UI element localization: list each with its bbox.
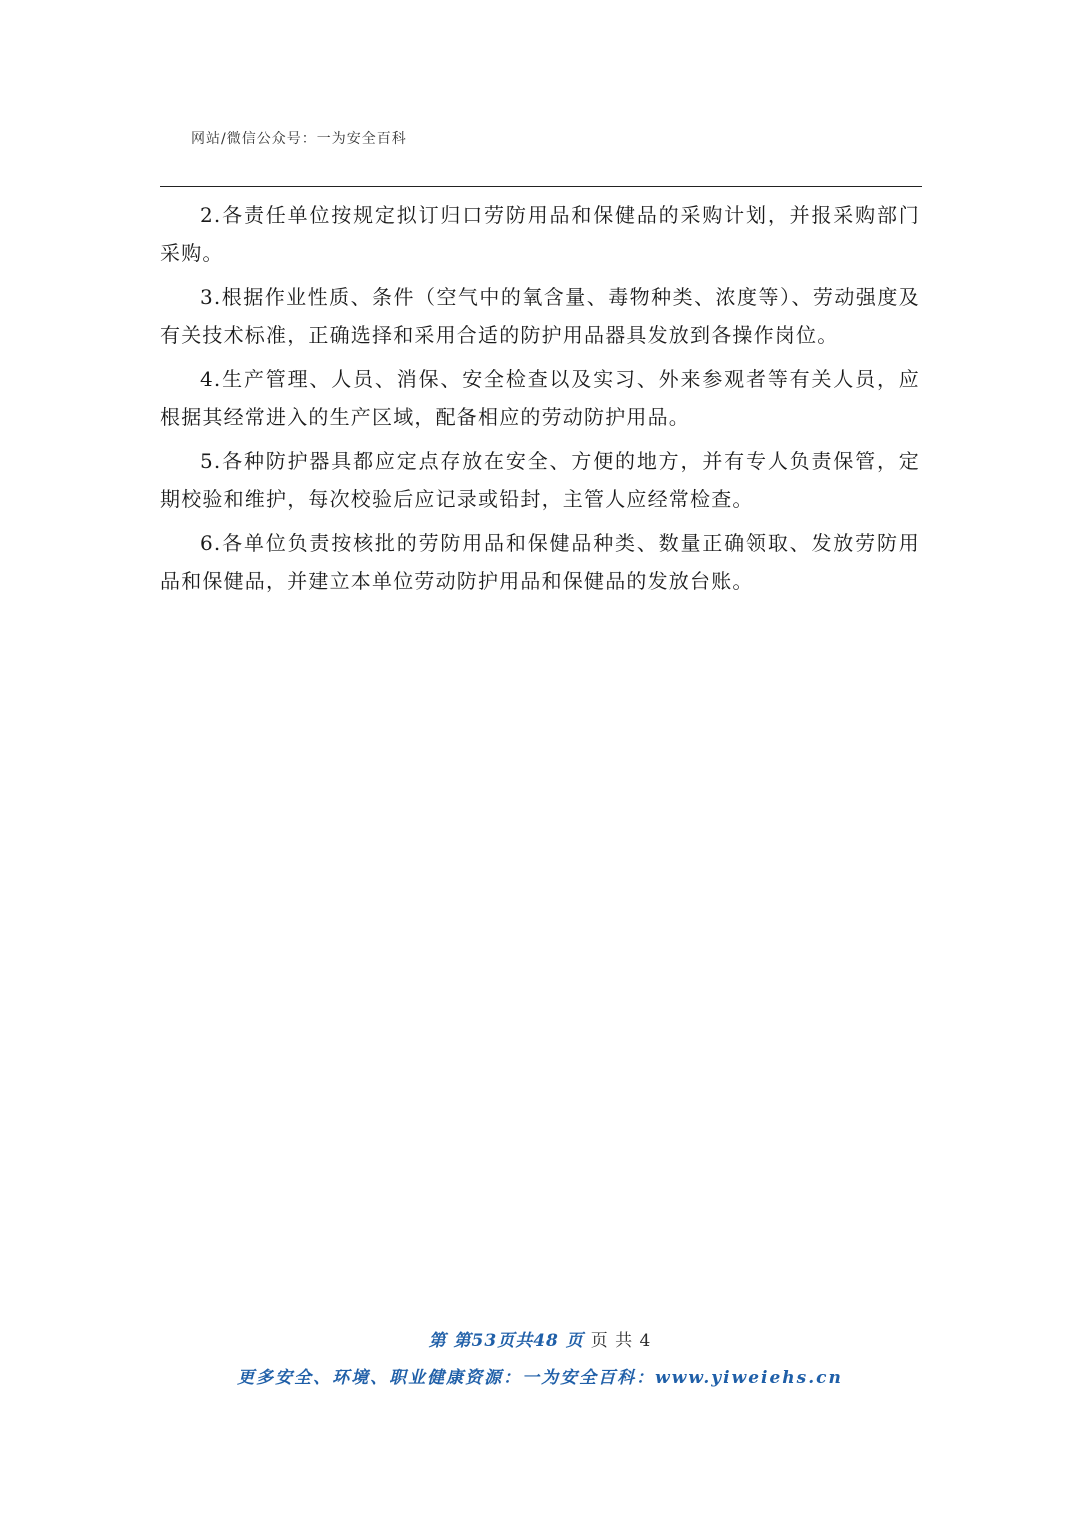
footer-promo-text: 更多安全、环境、职业健康资源：一为安全百科：www.yiweiehs.cn: [237, 1368, 843, 1388]
header-divider: [160, 186, 922, 187]
page-number-overlay: 页 共 4: [590, 1331, 652, 1351]
header-source-label: 网站/微信公众号：一为安全百科: [191, 131, 407, 147]
document-body: [160, 196, 920, 606]
paragraph-item-2: 2.各责任单位按规定拟订归口劳防用品和保健品的采购计划，并报采购部门采购。: [160, 203, 920, 265]
paragraph-item-6: 6.各单位负责按核批的劳防用品和保健品种类、数量正确领取、发放劳防用品和保健品，并建立本单位劳动防护用品和保健品的发放台账。: [160, 531, 920, 593]
page-number-label: 第 第53页共48 页: [428, 1331, 584, 1351]
paragraph-item-3: 3.根据作业性质、条件（空气中的氧含量、毒物种类、浓度等）、劳动强度及有关技术标准，正确选择和采用合适的防护用品器具发放到各操作岗位。: [160, 285, 920, 347]
page-number-footer: [0, 1326, 1080, 1351]
paragraph-item-4: 4.生产管理、人员、消保、安全检查以及实习、外来参观者等有关人员，应根据其经常进入的生产区域，配备相应的劳动防护用品。: [160, 367, 920, 429]
paragraph-item-5: 5.各种防护器具都应定点存放在安全、方便的地方，并有专人负责保管，定期校验和维护，每次校验后应记录或铅封，主管人应经常检查。: [160, 449, 920, 511]
